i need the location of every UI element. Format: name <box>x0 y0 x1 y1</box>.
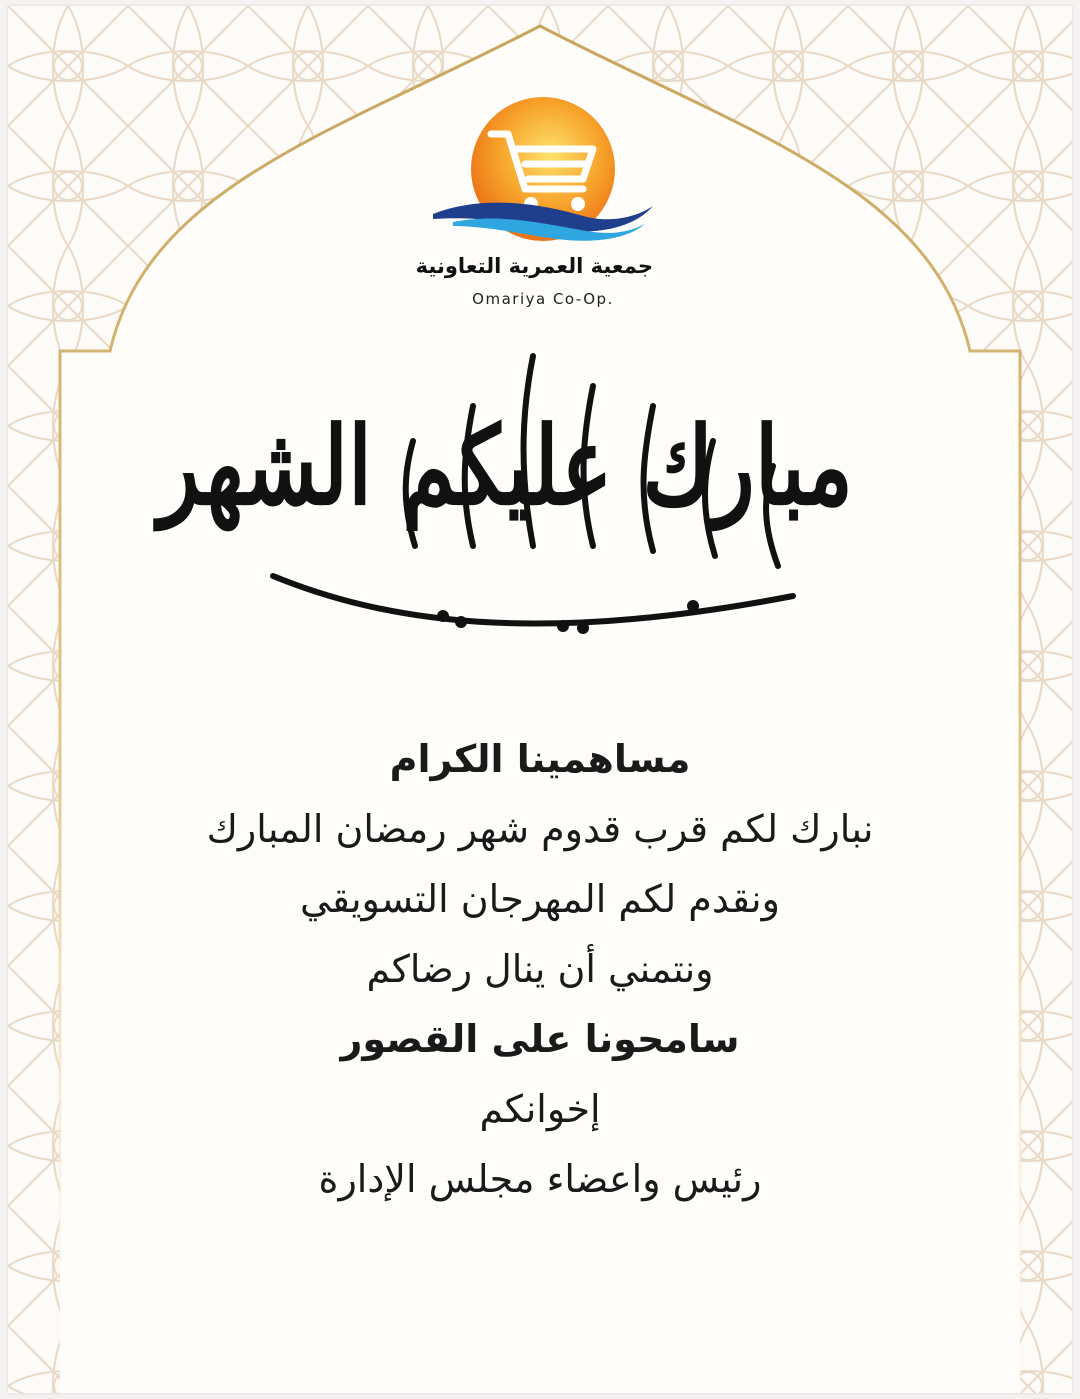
message-line-1: مساهمينا الكرام <box>389 737 691 781</box>
message-line-5: سامحونا على القصور <box>340 1017 740 1061</box>
greeting-message <box>88 724 992 1214</box>
message-line-3: ونقدم لكم المهرجان التسويقي <box>300 877 780 921</box>
shopping-cart-sun-icon <box>433 94 653 244</box>
logo-arabic-name: جمعية العمرية التعاونية <box>415 254 653 278</box>
logo-english-name: Omariya Co-Op. <box>472 290 614 308</box>
message-line-4: ونتمني أن ينال رضاكم <box>366 947 714 991</box>
greeting-card <box>8 6 1072 1393</box>
calligraphy-text: مبارك عليكم الشهر <box>158 403 853 530</box>
omariya-logo <box>415 94 653 309</box>
message-line-2: نبارك لكم قرب قدوم شهر رمضان المبارك <box>206 807 874 851</box>
message-line-7: رئيس واعضاء مجلس الإدارة <box>318 1157 762 1201</box>
calligraphy-greeting <box>158 346 853 676</box>
message-line-6: إخوانكم <box>479 1087 601 1131</box>
